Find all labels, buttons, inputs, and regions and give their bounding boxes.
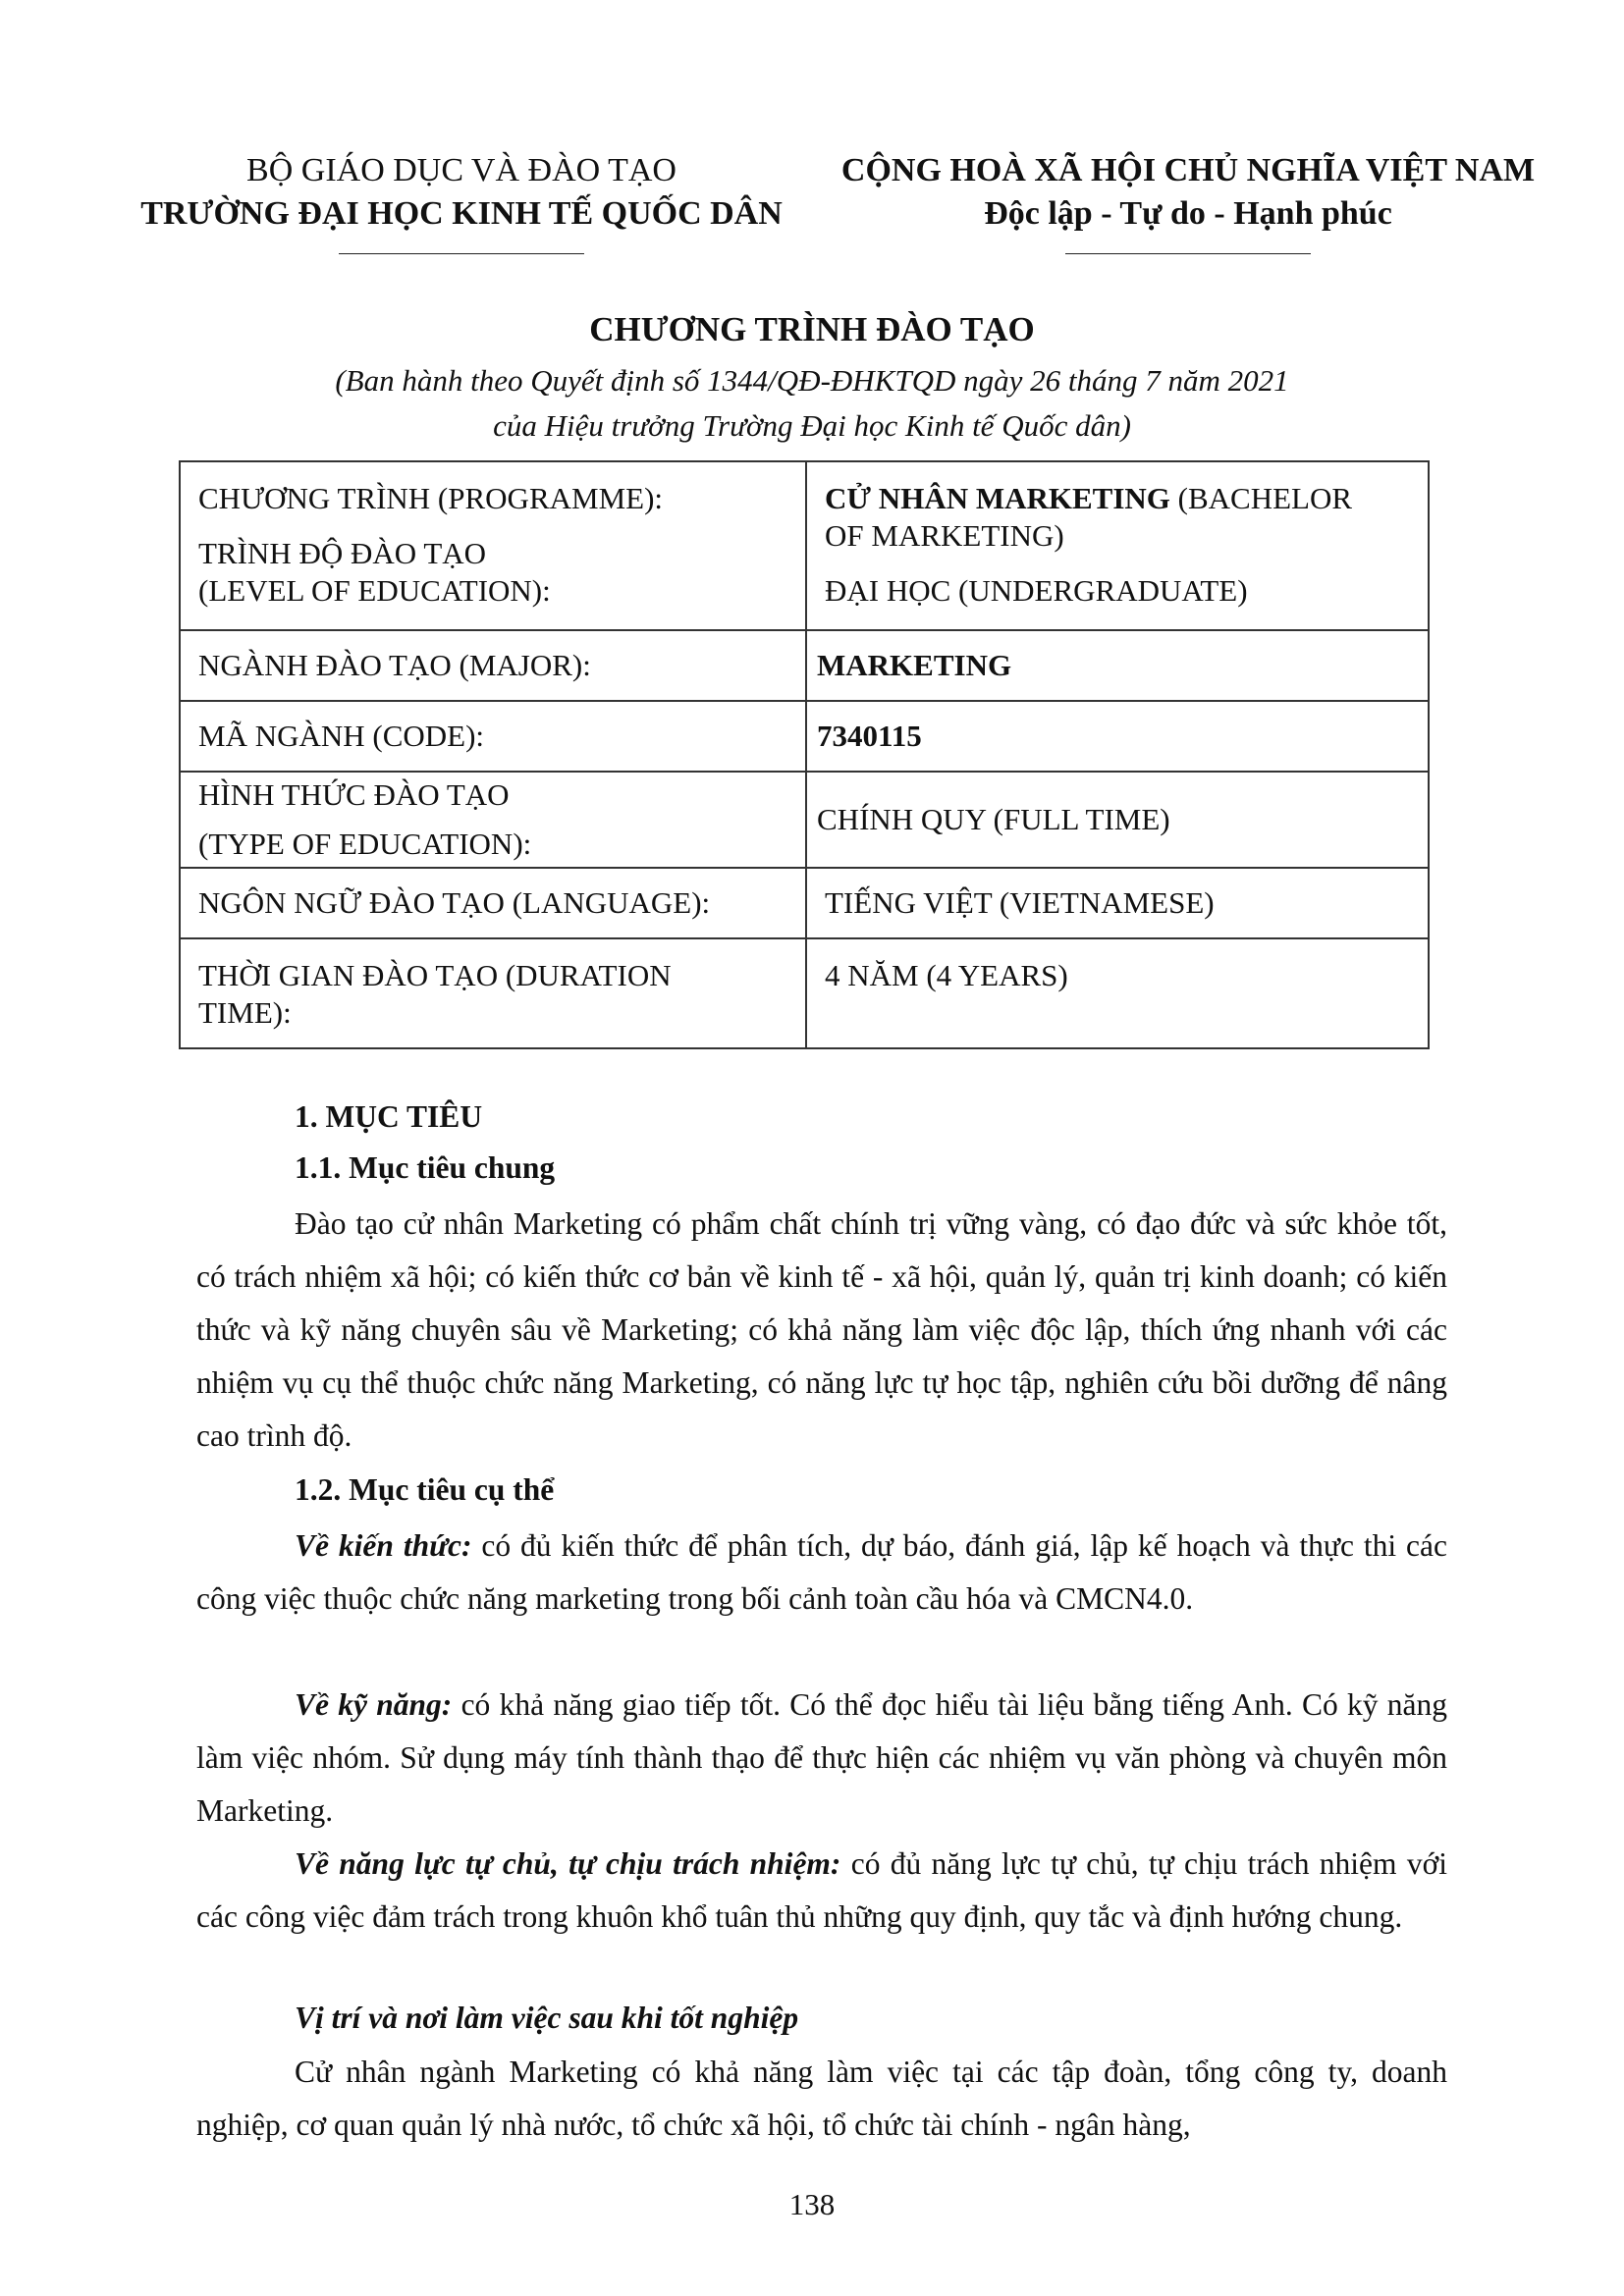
level-value: ĐẠI HỌC (UNDERGRADUATE) (825, 573, 1248, 608)
page-number: 138 (788, 2187, 836, 2221)
table-row (180, 868, 1429, 938)
type-label-line-1: HÌNH THỨC ĐÀO TẠO (198, 777, 510, 812)
table-row (180, 772, 1429, 868)
skills-paragraph (196, 1679, 1447, 1838)
skills-text: có khả năng giao tiếp tốt. Có thể đọc hiểu tài liệu bằng tiếng Anh. Có kỹ năng làm việc nhóm. Sử dụng máy tính thành thạo để thực hiện các nhiệm vụ văn phòng và chuyên môn Marketing. (196, 1687, 1447, 1828)
workplace-heading: Vị trí và nơi làm việc sau khi tốt nghiệp (295, 2001, 799, 2035)
knowledge-label: Về kiến thức: (295, 1528, 472, 1563)
autonomy-text: có đủ năng lực tự chủ, tự chịu trách nhiệm với các công việc đảm trách trong khuôn khổ tuân thủ những quy định, quy tắc và định hướng chung. (196, 1846, 1447, 1934)
code-label-cell: MÃ NGÀNH (CODE): (180, 701, 806, 772)
programme-value-line-2: OF MARKETING) (825, 518, 1064, 553)
table-row (180, 938, 1429, 1048)
general-objective-paragraph: Đào tạo cử nhân Marketing có phẩm chất chính trị vững vàng, có đạo đức và sức khỏe tốt, có trách nhiệm xã hội; có kiến thức cơ bản về kinh tế - xã hội, quản lý, quản trị kinh doanh; có kiến thức và kỹ năng chuyên sâu về Marketing; có khả năng làm việc độc lập, thích ứng nhanh với các nhiệm vụ cụ thể thuộc chức năng Marketing, có năng lực tự học tập, nghiên cứu bồi dưỡng để nâng cao trình độ. (196, 1206, 1447, 1453)
section-1-heading: 1. MỤC TIÊU (295, 1099, 483, 1134)
subtitle-line-2: của Hiệu trưởng Trường Đại học Kinh tế Quốc dân) (493, 408, 1131, 443)
language-label-cell: NGÔN NGỮ ĐÀO TẠO (LANGUAGE): (180, 868, 806, 938)
code-value-cell: 7340115 (806, 701, 1429, 772)
major-label-cell: NGÀNH ĐÀO TẠO (MAJOR): (180, 630, 806, 701)
duration-value-cell (806, 938, 1429, 1048)
country-name: CỘNG HOÀ XÃ HỘI CHỦ NGHĨA VIỆT NAM (840, 152, 1536, 188)
programme-value-line-1 (825, 480, 1410, 517)
header-right (815, 149, 1561, 254)
autonomy-paragraph (196, 1838, 1447, 1944)
duration-label-line-1: THỜI GIAN ĐÀO TẠO (DURATION (198, 958, 672, 992)
header-left-rule (339, 253, 584, 254)
programme-label: CHƯƠNG TRÌNH (PROGRAMME): (198, 481, 664, 515)
language-value-cell: TIẾNG VIỆT (VIETNAMESE) (806, 868, 1429, 938)
section-1-1-heading: 1.1. Mục tiêu chung (295, 1150, 556, 1185)
programme-level-value-cell (806, 461, 1429, 630)
level-label-line-1: TRÌNH ĐỘ ĐÀO TẠO (198, 536, 487, 570)
skills-label: Về kỹ năng: (295, 1687, 453, 1722)
duration-value: 4 NĂM (4 YEARS) (825, 958, 1068, 992)
header-right-rule (1065, 253, 1311, 254)
level-label-line-2: (LEVEL OF EDUCATION): (198, 573, 551, 608)
major-value-cell: MARKETING (806, 630, 1429, 701)
programme-value-rest: (BACHELOR (1169, 481, 1353, 515)
table-row (180, 630, 1429, 701)
knowledge-paragraph (196, 1520, 1447, 1626)
document-title: CHƯƠNG TRÌNH ĐÀO TẠO (589, 310, 1035, 348)
programme-level-label-cell (180, 461, 806, 630)
header-left (98, 149, 825, 254)
duration-label-line-2: TIME): (198, 995, 292, 1030)
duration-label-cell (180, 938, 806, 1048)
table-row (180, 701, 1429, 772)
type-label-cell (180, 772, 806, 868)
workplace-paragraph: Cử nhân ngành Marketing có khả năng làm việc tại các tập đoàn, tổng công ty, doanh nghiệp, cơ quan quản lý nhà nước, tổ chức xã hội, tổ chức tài chính - ngân hàng, (196, 2055, 1447, 2142)
knowledge-text: có đủ kiến thức để phân tích, dự báo, đánh giá, lập kế hoạch và thực thi các công việc thuộc chức năng marketing trong bối cảnh toàn cầu hóa và CMCN4.0. (196, 1528, 1447, 1616)
programme-info-table (179, 460, 1430, 1049)
national-motto: Độc lập - Tự do - Hạnh phúc (984, 195, 1392, 232)
autonomy-label: Về năng lực tự chủ, tự chịu trách nhiệm: (295, 1846, 841, 1881)
type-label-line-2: (TYPE OF EDUCATION): (198, 827, 532, 861)
type-value-cell: CHÍNH QUY (FULL TIME) (806, 772, 1429, 868)
table-row (180, 461, 1429, 630)
programme-value-bold: CỬ NHÂN MARKETING (825, 481, 1170, 515)
section-1-2-heading: 1.2. Mục tiêu cụ thể (295, 1472, 555, 1507)
university-name: TRƯỜNG ĐẠI HỌC KINH TẾ QUỐC DÂN (140, 195, 783, 232)
subtitle-line-1: (Ban hành theo Quyết định số 1344/QĐ-ĐHKTQD ngày 26 tháng 7 năm 2021 (335, 363, 1289, 398)
ministry-name: BỘ GIÁO DỤC VÀ ĐÀO TẠO (246, 152, 677, 188)
